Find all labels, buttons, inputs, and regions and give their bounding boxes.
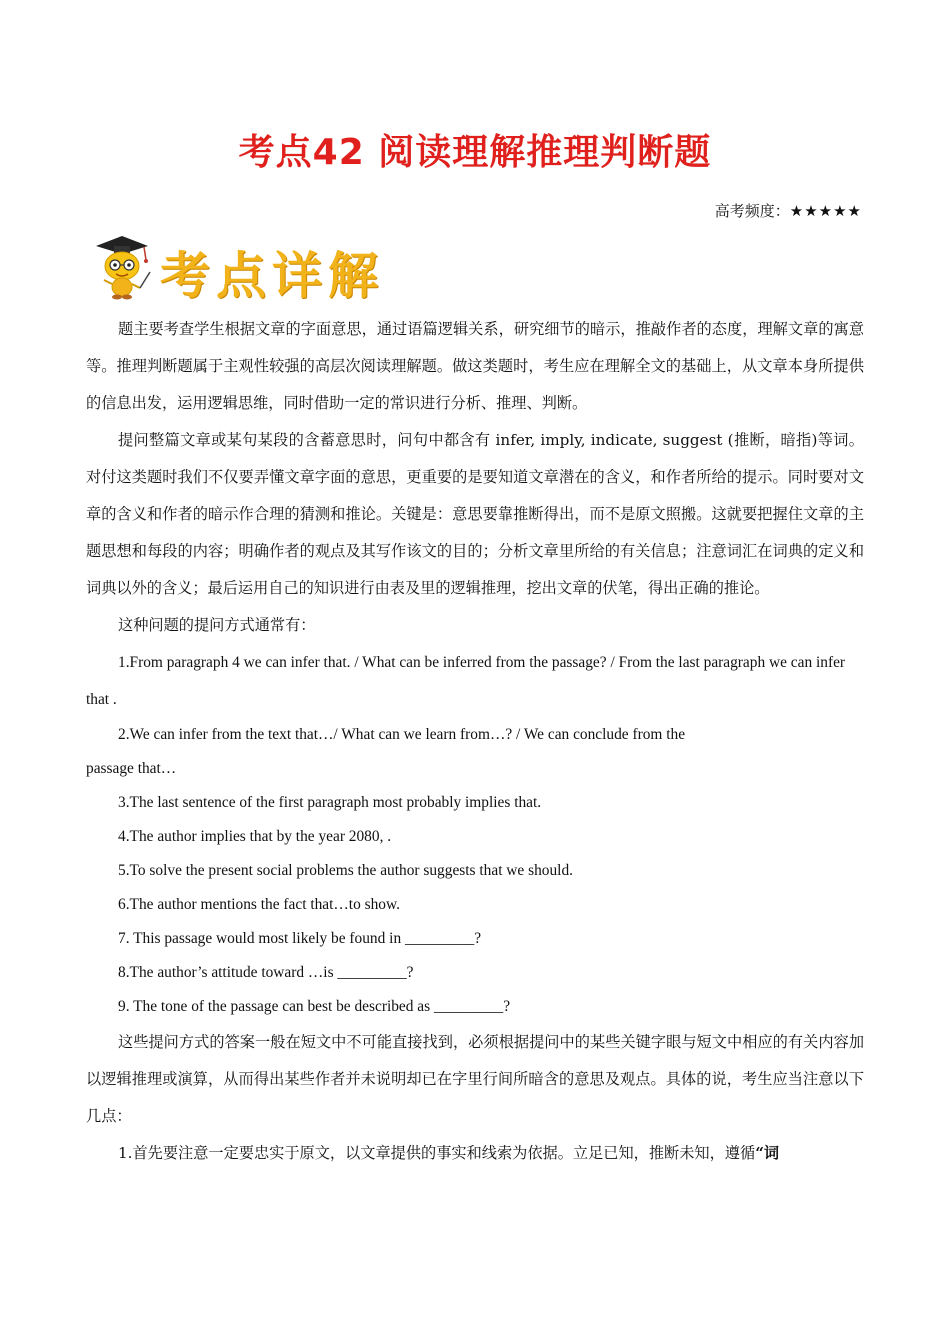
question-form-item: 1.From paragraph 4 we can infer that. / What can be inferred from the passage? / From the last paragraph we can infer that . [86,654,846,708]
exam-frequency [715,200,862,221]
question-keywords-paragraph: 提问整篇文章或某句某段的含蓄意思时，问句中都含有 infer, imply, indicate, suggest (推断，暗指)等词。对付这类题时我们不仅要弄懂文章字面的意思，更重要的是要知道文章潜在的含义，和作者所给的提示。同时要对文章的含义和作者的暗示作合理的猜测和推论。关键是：意思要靠推断得出，而不是原文照搬。这就要把握住文章的主题思想和每段的内容；明确作者的观点及其写作该文的目的；分析文章里所给的有关信息；注意词汇在词典的定义和词典以外的含义；最后运用自己的知识进行由表及里的逻辑推理，挖出文章的伏笔，得出正确的推论。 [86,431,864,597]
question-form-item: 7. This passage would most likely be found in _________? [118,930,482,947]
question-form-item: 2.We can infer from the text that…/ What can we learn from…? / We can conclude from the [118,726,686,743]
section-banner [92,232,392,305]
frequency-stars: ★★★★★ [789,202,862,220]
point-one-paragraph [86,1135,864,1172]
question-forms-intro: 这种问题的提问方式通常有： [118,616,316,634]
question-form-item: 4.The author implies that by the year 2080, . [118,828,392,845]
graduate-mascot-icon [92,232,156,302]
question-form-item: passage that… [86,760,177,777]
question-form-item: 3.The last sentence of the first paragraph most probably implies that. [118,794,542,811]
question-form-item: 8.The author’s attitude toward …is _________? [118,964,414,981]
question-form-item: 6.The author mentions the fact that…to show. [118,896,400,913]
point-one-text: 1.首先要注意一定要忠实于原文，以文章提供的事实和线索为依据。立足已知，推断未知，遵循 [118,1144,756,1162]
page-title: 考点42 阅读理解推理判断题 [238,132,712,173]
closing-paragraph: 这些提问方式的答案一般在短文中不可能直接找到，必须根据提问中的某些关键字眼与短文中相应的有关内容加以逻辑推理或演算，从而得出某些作者并未说明却已在字里行间所暗含的意思及观点。具体的说，考生应当注意以下几点： [86,1033,864,1125]
article-body [86,311,864,1172]
frequency-label: 高考频度： [714,202,790,220]
intro-paragraph: 题主要考查学生根据文章的字面意思，通过语篇逻辑关系，研究细节的暗示，推敲作者的态度，理解文章的寓意等。推理判断题属于主观性较强的高层次阅读理解题。做这类题时，考生应在理解全文的基础上，从文章本身所提供的信息出发，运用逻辑思维，同时借助一定的常识进行分析、推理、判断。 [86,320,864,412]
banner-title: 考点详解 [160,246,384,305]
point-one-bold: “词 [755,1144,780,1162]
question-form-item: 5.To solve the present social problems the author suggests that we should. [118,862,573,879]
question-form-item: 9. The tone of the passage can best be described as _________? [118,998,511,1015]
